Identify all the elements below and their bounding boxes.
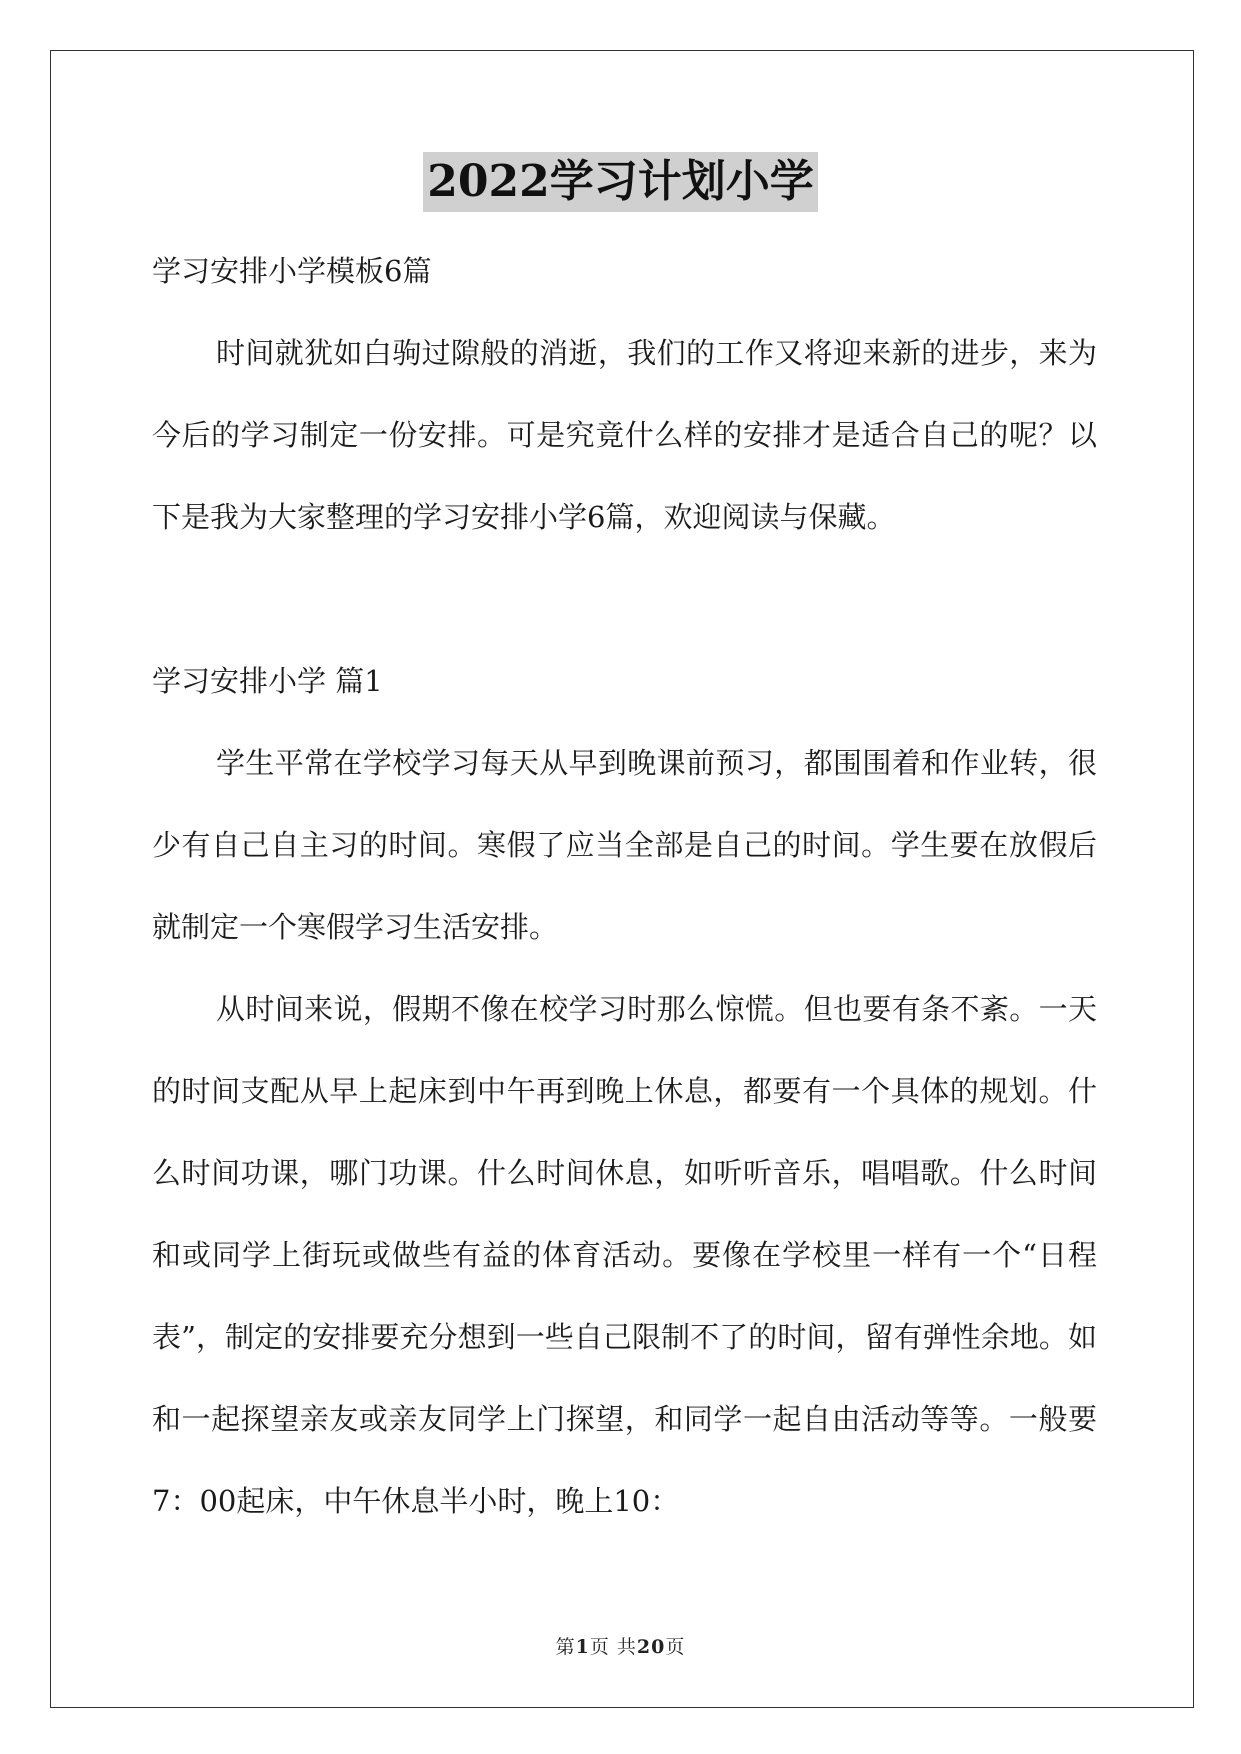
document-title: 2022学习计划小学 bbox=[423, 152, 817, 212]
section-heading-1: 学习安排小学 篇1 bbox=[152, 664, 383, 698]
section-spacer bbox=[152, 558, 1097, 640]
document-subtitle: 学习安排小学模板6篇 bbox=[152, 254, 432, 288]
page-prefix: 第 bbox=[555, 1636, 576, 1658]
document-body bbox=[152, 230, 1097, 1542]
title-container bbox=[0, 152, 1241, 212]
page-current: 1 bbox=[575, 1636, 590, 1658]
page-suffix: 页 bbox=[665, 1636, 686, 1658]
page-total: 20 bbox=[636, 1636, 666, 1658]
section1-paragraph-1: 学生平常在学校学习每天从早到晚课前预习，都围围着和作业转，很少有自己自主习的时间。寒假了应当全部是自己的时间。学生要在放假后就制定一个寒假学习生活安排。 bbox=[152, 746, 1097, 944]
page-footer bbox=[0, 1632, 1241, 1659]
section1-paragraph-2: 从时间来说，假期不像在校学习时那么惊慌。但也要有条不紊。一天的时间支配从早上起床到中午再到晚上休息，都要有一个具体的规划。什么时间功课，哪门功课。什么时间休息，如听听音乐，唱唱歌。什么时间和或同学上街玩或做些有益的体育活动。要像在学校里一样有一个“日程表”，制定的安排要充分想到一些自己限制不了的时间，留有弹性余地。如和一起探望亲友或亲友同学上门探望，和同学一起自由活动等等。一般要7：00起床，中午休息半小时，晚上10： bbox=[152, 992, 1097, 1518]
intro-paragraph: 时间就犹如白驹过隙般的消逝，我们的工作又将迎来新的进步，来为今后的学习制定一份安排。可是究竟什么样的安排才是适合自己的呢？以下是我为大家整理的学习安排小学6篇，欢迎阅读与保藏。 bbox=[152, 336, 1097, 534]
page-mid: 页 共 bbox=[589, 1636, 637, 1658]
